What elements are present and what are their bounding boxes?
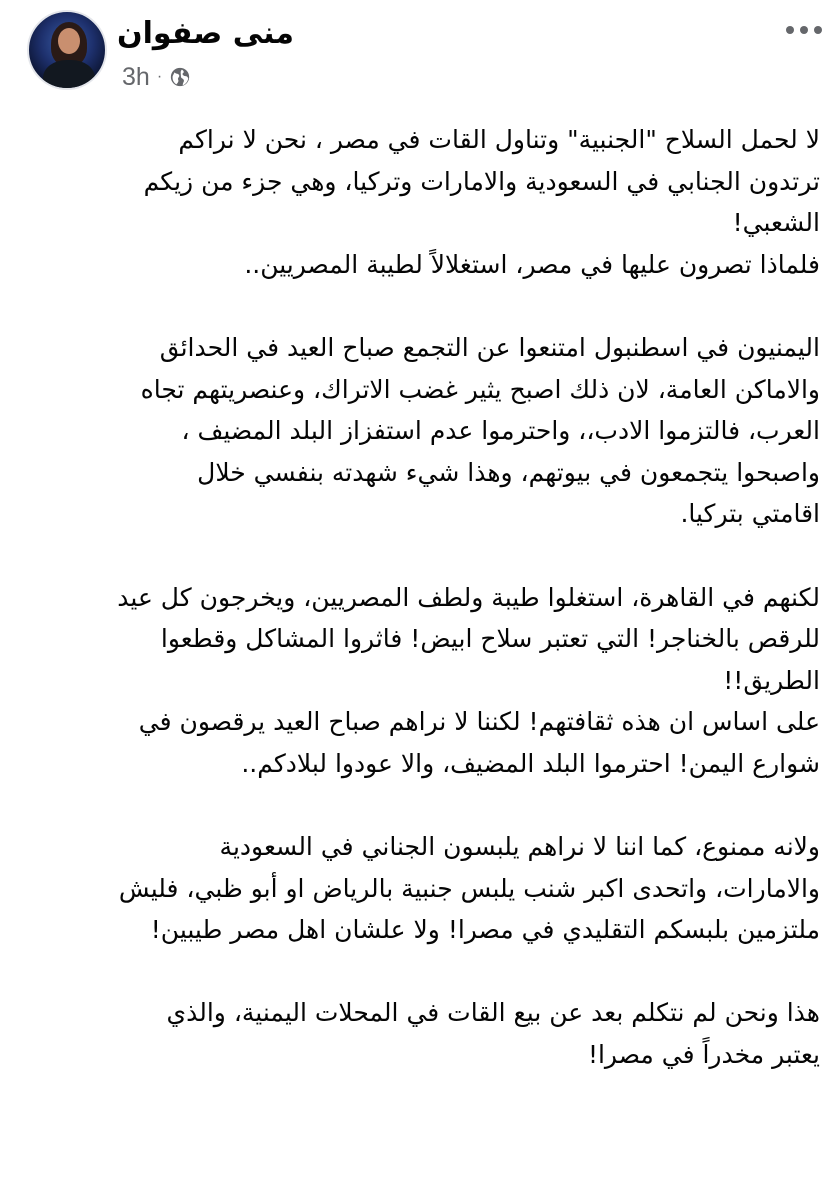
post-line: والامارات، واتحدى اكبر شنب يلبس جنبية بالرياض او أبو ظبي، فليش <box>118 873 820 903</box>
avatar-face <box>58 28 80 54</box>
post-line: والاماكن العامة، لان ذلك اصبح يثير غضب الاتراك، وعنصريتهم تجاه <box>140 374 820 404</box>
author-name[interactable]: منى صفوان <box>117 16 294 51</box>
post-time[interactable]: 3h <box>122 62 150 91</box>
post-line: ملتزمين بلبسكم التقليدي في مصرا! ولا علشان اهل مصر طيبين! <box>150 915 820 945</box>
more-dot <box>786 26 794 34</box>
post-line: الطريق!! <box>723 665 820 695</box>
post-line: اقامتي بتركيا. <box>680 499 820 529</box>
meta-separator: · <box>156 68 163 85</box>
post-line: ولانه ممنوع، كما اننا لا نراهم يلبسون الجناني في السعودية <box>219 832 820 862</box>
more-options-icon[interactable] <box>786 18 822 42</box>
post-line: ترتدون الجنابي في السعودية والامارات وتركيا، وهي جزء من زيكم <box>143 166 820 196</box>
post-line: فلماذا تصرون عليها في مصر، استغلالاً لطيبة المصريين.. <box>244 249 820 279</box>
post-meta <box>122 62 191 92</box>
post-text <box>14 119 820 1076</box>
post-line: يعتبر مخدراً في مصرا! <box>587 1040 820 1070</box>
post-header <box>0 0 831 118</box>
post-line: الشعبي! <box>732 208 820 238</box>
post-line: لا لحمل السلاح "الجنبية" وتناول القات في مصر ، نحن لا نراكم <box>178 125 820 154</box>
post-line: اليمنيون في اسطنبول امتنعوا عن التجمع صباح العيد في الحدائق <box>159 332 820 362</box>
post-paragraph <box>14 119 820 285</box>
post-line: على اساس ان هذه ثقافتهم! لكننا لا نراهم صباح العيد يرقصون في <box>138 707 820 737</box>
post-paragraph <box>14 992 820 1075</box>
post-line: هذا ونحن لم نتكلم بعد عن بيع القات في المحلات اليمنية، والذي <box>166 998 820 1028</box>
post-paragraph <box>14 577 820 785</box>
globe-icon[interactable] <box>169 66 191 88</box>
post-line: لكنهم في القاهرة، استغلوا طيبة ولطف المصريين، ويخرجون كل عيد <box>117 582 820 612</box>
post-paragraph <box>14 327 820 535</box>
more-dot <box>800 26 808 34</box>
avatar[interactable] <box>27 10 107 90</box>
post-line: واصبحوا يتجمعون في بيوتهم، وهذا شيء شهدته بنفسي خلال <box>197 457 820 487</box>
post-line: العرب، فالتزموا الادب،، واحترموا عدم استفزاز البلد المضيف ، <box>181 416 820 446</box>
more-dot <box>814 26 822 34</box>
avatar-body <box>43 60 95 90</box>
post-line: شوارع اليمن! احترموا البلد المضيف، والا عودوا لبلادكم.. <box>241 748 820 778</box>
post-paragraph <box>14 826 820 951</box>
post-line: للرقص بالخناجر! التي تعتبر سلاح ابيض! فاثروا المشاكل وقطعوا <box>160 624 820 654</box>
